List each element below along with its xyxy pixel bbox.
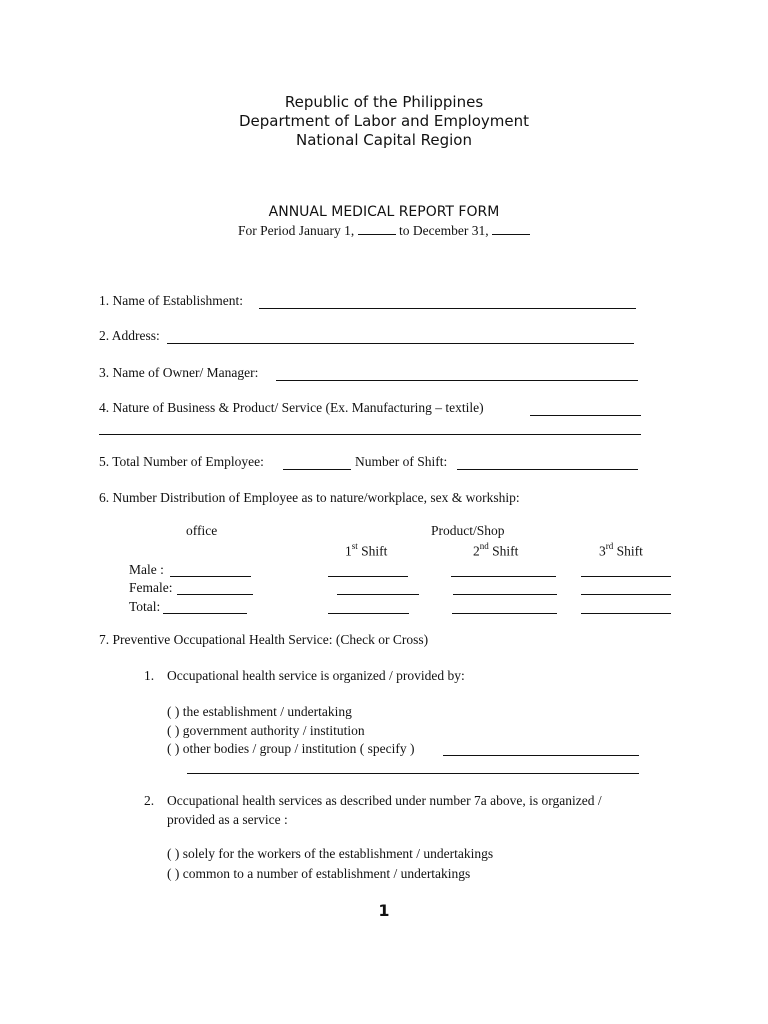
form-period (0, 224, 768, 238)
form-title: ANNUAL MEDICAL REPORT FORM (268, 204, 500, 220)
sub2-text-line1: Occupational health services as described under number 7a above, is organized / (167, 793, 602, 808)
female-shift1-field[interactable] (337, 594, 419, 595)
q2-label: 2. Address: (99, 328, 160, 343)
sub2-number: 2. (144, 793, 155, 808)
row-total-label: Total: (129, 599, 161, 614)
q7-label: 7. Preventive Occupational Health Service: (Check or Cross) (99, 632, 429, 647)
header-republic: Republic of the Philippines (284, 93, 484, 111)
sub1-option-other[interactable]: ( ) other bodies / group / institution ( specify ) (167, 741, 415, 756)
shift2-label: Shift (492, 543, 519, 559)
sub2-option-common[interactable]: ( ) common to a number of establishment / undertakings (167, 866, 471, 881)
q2-field[interactable] (167, 343, 634, 344)
q5-total-employee-label: 5. Total Number of Employee: (99, 454, 264, 469)
sub2-option-solely[interactable]: ( ) solely for the workers of the establishment / undertakings (167, 846, 494, 861)
sub1-option-establishment[interactable]: ( ) the establishment / undertaking (167, 704, 352, 719)
header-region: National Capital Region (296, 131, 472, 149)
row-male-label: Male : (129, 562, 164, 577)
col-shift-2 (473, 543, 518, 558)
total-shift2-field[interactable] (452, 613, 557, 614)
q3-label: 3. Name of Owner/ Manager: (99, 365, 259, 380)
total-office-field[interactable] (163, 613, 247, 614)
total-shift1-field[interactable] (328, 613, 409, 614)
q4-label: 4. Nature of Business & Product/ Service (Ex. Manufacturing – textile) (99, 400, 484, 415)
col-office: office (186, 523, 218, 538)
q5-number-shift-field[interactable] (457, 469, 638, 470)
shift2-num: 2 (473, 543, 480, 559)
q3-field[interactable] (276, 380, 638, 381)
shift3-label: Shift (616, 543, 643, 559)
shift1-label: Shift (361, 543, 388, 559)
period-prefix: For Period January 1, (238, 223, 355, 238)
q6-label: 6. Number Distribution of Employee as to nature/workplace, sex & workship: (99, 490, 520, 505)
q5-number-shift-label: Number of Shift: (355, 454, 448, 469)
period-end-blank[interactable] (492, 234, 530, 235)
shift3-sup: rd (605, 541, 614, 551)
sub2-text-line2: provided as a service : (167, 812, 288, 827)
q1-field[interactable] (259, 308, 636, 309)
header-department: Department of Labor and Employment (239, 112, 529, 130)
period-middle: to December 31, (399, 223, 489, 238)
male-office-field[interactable] (170, 576, 251, 577)
sub1-other-specify-field-line2[interactable] (187, 773, 639, 774)
q4-field[interactable] (530, 415, 641, 416)
period-start-blank[interactable] (358, 234, 396, 235)
q4-field-line2[interactable] (99, 434, 641, 435)
row-female-label: Female: (129, 580, 173, 595)
sub1-other-specify-field[interactable] (443, 755, 639, 756)
female-shift2-field[interactable] (453, 594, 557, 595)
sub1-option-government[interactable]: ( ) government authority / institution (167, 723, 365, 738)
male-shift2-field[interactable] (451, 576, 556, 577)
q1-label: 1. Name of Establishment: (99, 293, 243, 308)
col-shift-1 (345, 543, 387, 558)
sub1-text: Occupational health service is organized / provided by: (167, 668, 465, 683)
shift1-num: 1 (345, 543, 352, 559)
page-number: 1 (378, 901, 390, 920)
col-product-shop: Product/Shop (431, 523, 505, 538)
shift2-sup: nd (479, 541, 489, 551)
male-shift3-field[interactable] (581, 576, 671, 577)
female-shift3-field[interactable] (581, 594, 671, 595)
total-shift3-field[interactable] (581, 613, 671, 614)
sub1-number: 1. (144, 668, 155, 683)
shift1-sup: st (351, 541, 358, 551)
female-office-field[interactable] (177, 594, 253, 595)
male-shift1-field[interactable] (328, 576, 408, 577)
shift3-num: 3 (599, 543, 606, 559)
q5-total-employee-field[interactable] (283, 469, 351, 470)
col-shift-3 (599, 543, 643, 558)
